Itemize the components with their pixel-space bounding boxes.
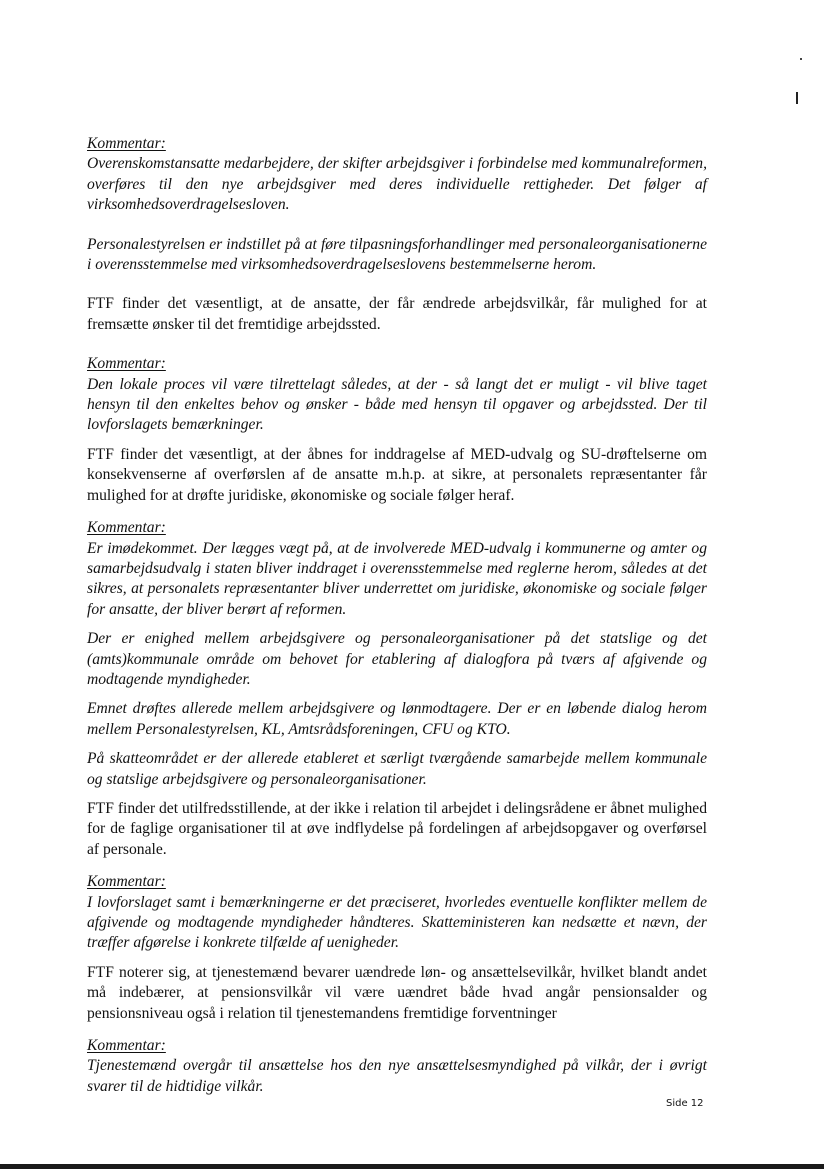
kommentar-heading-5: Kommentar:: [87, 1037, 166, 1055]
scan-speck: [800, 58, 802, 60]
comment-paragraph: I lovforslaget samt i bemærkningerne er det præciseret, hvorledes eventuelle konflikter mellem de afgivende og modtagende myndigheder håndteres. Skatteministeren kan nedsætte et nævn, der træffer afgørelse i konkrete tilfælde af uenigheder.: [87, 893, 707, 952]
document-body: [87, 134, 707, 1097]
ftf-statement: FTF finder det væsentligt, at de ansatte, der får ændrede arbejdsvilkår, får mulighed for at fremsætte ønsker til det fremtidige arbejdssted.: [87, 295, 707, 333]
kommentar-heading-1: Kommentar:: [87, 135, 166, 152]
comment-paragraph: Den lokale proces vil være tilrettelagt således, at der - så langt det er muligt - vil blive taget hensyn til den enkeltes behov og ønsker - både med hensyn til opgaver og arbejdssted. Der til lovforslagets bemærkninger.: [87, 375, 707, 434]
scan-mark: [796, 92, 798, 104]
kommentar-heading-3: Kommentar:: [87, 519, 166, 537]
comment-paragraph: Overenskomstansatte medarbejdere, der skifter arbejdsgiver i forbindelse med kommunalreformen, overføres til den nye arbejdsgiver med deres individuelle rettigheder. Det følger af virksomhedsoverdragelsesloven.: [87, 155, 707, 214]
comment-paragraph: Emnet drøftes allerede mellem arbejdsgivere og lønmodtagere. Der er en løbende dialog herom mellem Personalestyrelsen, KL, Amtsrådsforeningen, CFU og KTO.: [87, 700, 707, 738]
comment-paragraph: Er imødekommet. Der lægges vægt på, at de involverede MED-udvalg i kommunerne og amter og samarbejdsudvalg i staten bliver inddraget i overensstemmelse med reglerne herom, således at det sikres, at personalets repræsentanter bliver underrettet om juridiske, økonomiske og sociale følger for ansatte, der bliver berørt af reformen.: [87, 539, 707, 618]
kommentar-heading-2: Kommentar:: [87, 355, 166, 373]
ftf-statement: FTF noterer sig, at tjenestemænd bevarer uændrede løn- og ansættelsevilkår, hvilket blandt andet må indebærer, at pensionsvilkår vil være uændret både hvad angår pensionsalder og pensionsniveau også i relation til tjenestemandens fremtidige forventninger: [87, 963, 707, 1022]
comment-paragraph: Personalestyrelsen er indstillet på at føre tilpasningsforhandlinger med personaleorganisationerne i overensstemmelse med virksomhedsoverdragelseslovens bestemmelserne herom.: [87, 235, 707, 274]
kommentar-heading-4: Kommentar:: [87, 873, 166, 891]
scan-bottom-edge: [0, 1164, 824, 1169]
comment-paragraph: Tjenestemænd overgår til ansættelse hos den nye ansættelsesmyndighed på vilkår, der i øvrigt svarer til de hidtidige vilkår.: [87, 1057, 707, 1095]
page-number: Side 12: [666, 1098, 704, 1109]
ftf-statement: FTF finder det væsentligt, at der åbnes for inddragelse af MED-udvalg og SU-drøftelserne om konsekvenserne af overførslen af de ansatte m.h.p. at sikre, at personalets repræsentanter får mulighed for at drøfte juridiske, økonomiske og sociale følger heraf.: [87, 445, 707, 504]
ftf-statement: FTF finder det utilfredsstillende, at der ikke i relation til arbejdet i delingsrådene er åbnet mulighed for de faglige organisationer til at øve indflydelse på fordelingen af arbejdsopgaver og overførsel af personale.: [87, 799, 707, 858]
comment-paragraph: Der er enighed mellem arbejdsgivere og personaleorganisationer på det statslige og det (amts)kommunale område om behovet for etablering af dialogfora på tværs af afgivende og modtagende myndigheder.: [87, 630, 707, 688]
comment-paragraph: På skatteområdet er der allerede etableret et særligt tværgående samarbejde mellem kommunale og statslige arbejdsgivere og personaleorganisationer.: [87, 750, 707, 788]
